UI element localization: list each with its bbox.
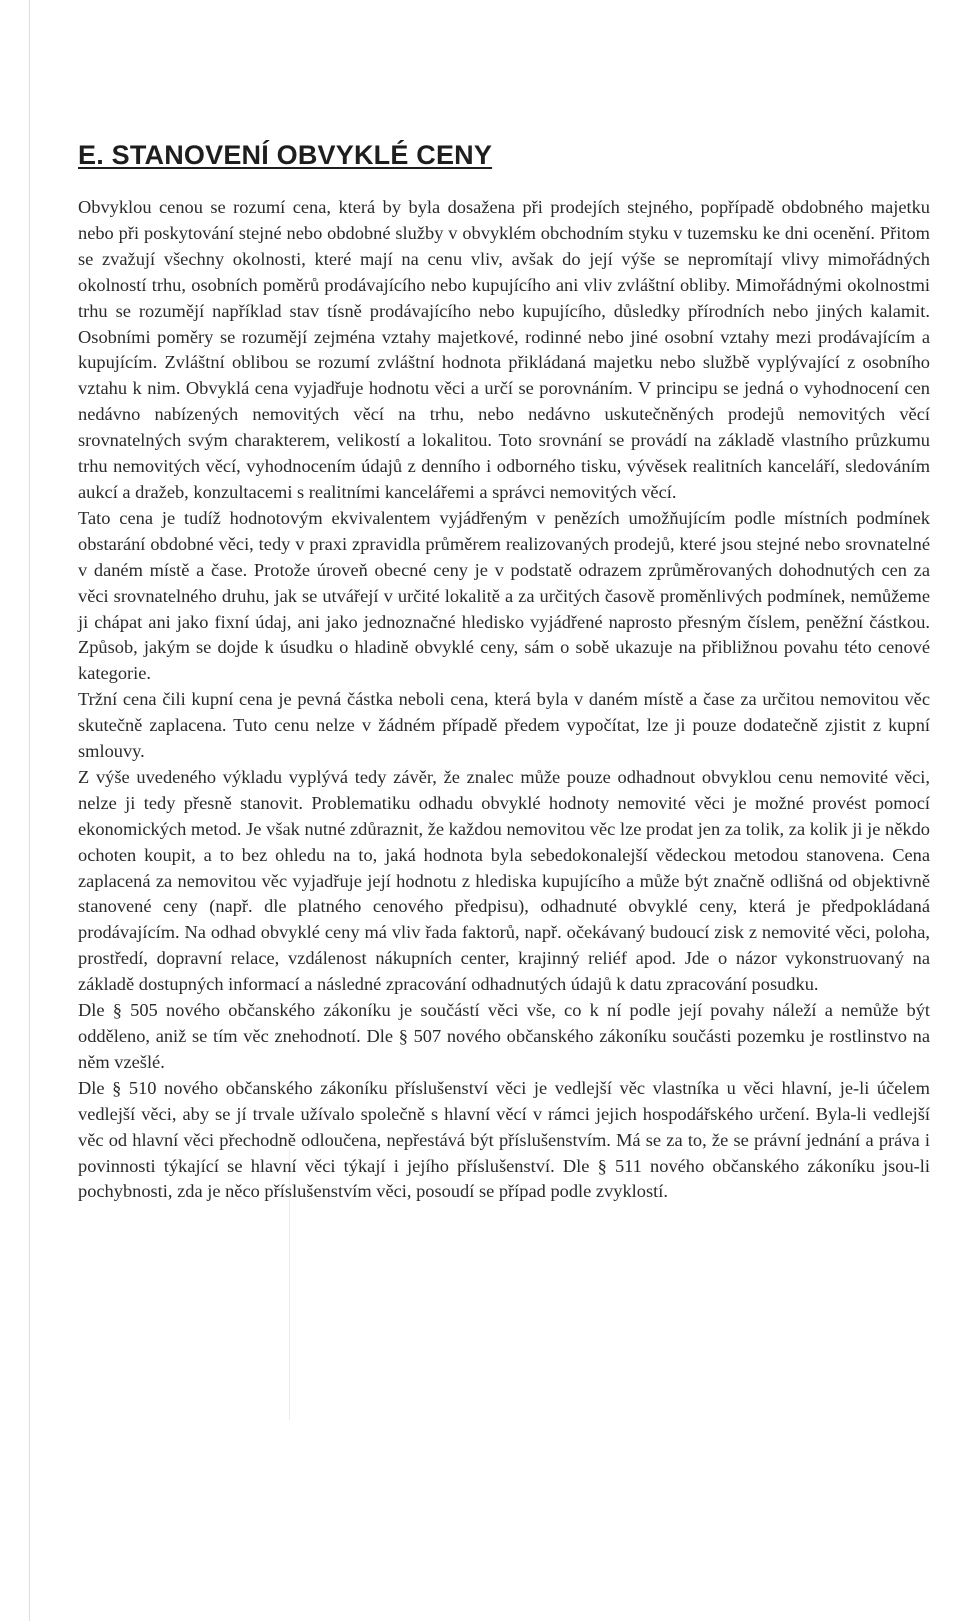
paragraph-equivalent: Tato cena je tudíž hodnotovým ekvivalentem vyjádřeným v penězích umožňujícím podle místních podmínek obstarání obdobné věci, tedy v praxi zpravidla průměrem realizovaných prodejů, které jsou stejné nebo srovnatelné v daném místě a čase. Protože úroveň obecné ceny je v podstatě odrazem zprůměrovaných dohodnutých cen za věci srovnatelného druhu, jak se utvářejí v určité lokalitě a za určitých časově proměnlivých podmínek, nemůžeme ji chápat ani jako fixní údaj, ani jako jednoznačné hledisko vyjádřené naprosto přesným číslem, peněžní částkou. Způsob, jakým se dojde k úsudku o hladině obvyklé ceny, sám o sobě ukazuje na přibližnou povahu této cenové kategorie. bbox=[78, 507, 930, 684]
paragraph-market-price: Tržní cena čili kupní cena je pevná částka neboli cena, která byla v daném místě a čase za určitou nemovitou věc skutečně zaplacena. Tuto cenu nelze v žádném případě předem vypočítat, lze ji pouze dodatečně zjistit z kupní smlouvy. bbox=[78, 689, 930, 762]
paragraph-conclusion: Z výše uvedeného výkladu vyplývá tedy závěr, že znalec může pouze odhadnout obvyklou cenu nemovité věci, nelze ji tedy přesně stanovit. Problematiku odhadu obvyklé hodnoty nemovité věci je možné provést pomocí ekonomických metod. Je však nutné zdůraznit, že každou nemovitou věc lze prodat jen za tolik, za kolik ji je někdo ochoten koupit, a to bez ohledu na to, jaká hodnota byla sebedokonalejší vědeckou metodou stanovena. Cena zaplacená za nemovitou věc vyjadřuje její hodnotu z hlediska kupujícího a může být značně odlišná od objektivně stanovené ceny (např. dle platného cenového předpisu), odhadnuté obvyklé ceny, která je předpokládaná prodávajícím. Na odhad obvyklé ceny má vliv řada faktorů, např. očekávaný budoucí zisk z nemovité věci, poloha, prostředí, dopravní relace, vzdálenost nákupních center, krajinný reliéf apod. Jde o názor vykonstruovaný na základě dostupných informací a následné zpracování odhadnutých údajů k datu zpracování posudku. bbox=[78, 766, 930, 995]
paragraph-section-505: Dle § 505 nového občanského zákoníku je součástí věci vše, co k ní podle její povahy náleží a nemůže být odděleno, aniž se tím věc znehodnotí. Dle § 507 nového občanského zákoníku součásti pozemku je rostlinstvo na něm vzešlé. bbox=[78, 1000, 930, 1072]
paragraph-section-510: Dle § 510 nového občanského zákoníku příslušenství věci je vedlejší věc vlastníka u věci hlavní, je-li účelem vedlejší věci, aby se jí trvale užívalo společně s hlavní věcí v rámci jejich hospodářského určení. Byla-li vedlejší věc od hlavní věci přechodně odloučena, nepřestává být příslušenstvím. Má se za to, že se právní jednání a práva i povinnosti týkající se hlavní věci týkají i jejího příslušenství. Dle § 511 nového občanského zákoníku jsou-li pochybnosti, zda je něco příslušenstvím věci, posoudí se případ podle zvyklostí. bbox=[78, 1077, 930, 1202]
page-margin-line bbox=[29, 0, 30, 1621]
document-page bbox=[78, 140, 930, 1205]
section-heading: E. STANOVENÍ OBVYKLÉ CENY bbox=[78, 140, 493, 170]
paragraph-definition: Obvyklou cenou se rozumí cena, která by byla dosažena při prodejích stejného, popřípadě obdobného majetku nebo při poskytování stejné nebo obdobné služby v obvyklém obchodním styku v tuzemsku ke dni ocenění. Přitom se zvažují všechny okolnosti, které mají na cenu vliv, avšak do její výše se nepromítají vlivy mimořádných okolností trhu, osobních poměrů prodávajícího nebo kupujícího ani vliv zvláštní obliby. Mimořádnými okolnostmi trhu se rozumějí například stav tísně prodávajícího nebo kupujícího, důsledky přírodních nebo jiných kalamit. Osobními poměry se rozumějí zejména vztahy majetkové, rodinné nebo jiné osobní vztahy mezi prodávajícím a kupujícím. Zvláštní oblibou se rozumí zvláštní hodnota přikládaná majetku nebo službě vyplývající z osobního vztahu k nim. Obvyklá cena vyjadřuje hodnotu věci a určí se porovnáním. V principu se jedná o vyhodnocení cen nedávno nabízených nemovitých věcí na trhu, nebo nedávno uskutečněných prodejů nemovitých věcí srovnatelných svým charakterem, velikostí a lokalitou. Toto srovnání se provádí na základě vlastního průzkumu trhu nemovitých věcí, vyhodnocením údajů z denního i odborného tisku, vývěsek realitních kanceláří, sledováním aukcí a dražeb, konzultacemi s realitními kancelářemi a správci nemovitých věcí. bbox=[78, 197, 930, 502]
